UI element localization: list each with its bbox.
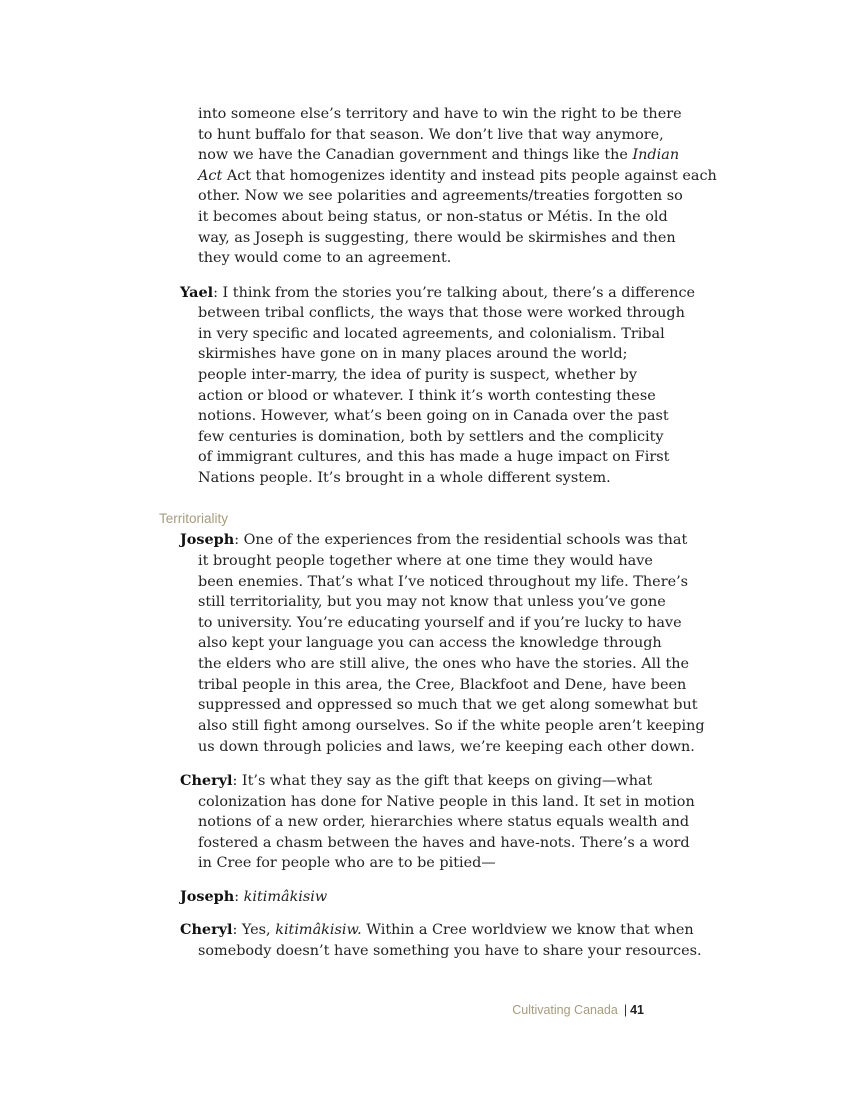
speaker-name: Joseph [180,531,235,548]
text-line: it brought people together where at one time they would have [198,553,653,569]
section-heading: Territoriality [159,511,229,526]
footer-separator: | [623,1003,628,1017]
text-line: it becomes about being status, or non-status or Métis. In the old [198,209,668,225]
text-line: in very specific and located agreements, and colonialism. Tribal [198,326,665,342]
text-line: people inter-marry, the idea of purity is suspect, whether by [198,367,637,383]
italic-title-indian: Indian [632,147,680,163]
text-line: few centuries is domination, both by settlers and the complicity [198,429,664,445]
text-line: the elders who are still alive, the ones who have the stories. All the [198,656,690,672]
text-line: Joseph: One of the experiences from the residential schools was that [180,531,688,548]
text-line: between tribal conflicts, the ways that those were worked through [198,305,685,321]
text-line: way, as Joseph is suggesting, there would be skirmishes and then [198,230,676,246]
text-line: Cheryl: It’s what they say as the gift that keeps on giving—what [180,772,653,789]
text-line: Nations people. It’s brought in a whole different system. [198,470,611,486]
cree-word: kitimâkisiw [243,889,328,905]
text-line: somebody doesn’t have something you have to share your resources. [198,943,702,959]
text-line: skirmishes have gone on in many places around the world; [198,346,628,362]
text-line: Act Act that homogenizes identity and instead pits people against each [198,168,717,184]
text-line: Joseph: kitimâkisiw [180,888,328,905]
speaker-name: Joseph [180,888,235,905]
page-footer [512,1003,644,1017]
text-line: also kept your language you can access the knowledge through [198,635,662,651]
speaker-name: Yael [180,284,214,301]
text-line: other. Now we see polarities and agreements/treaties forgotten so [198,188,683,204]
text-line: to university. You’re educating yourself and if you’re lucky to have [198,615,682,631]
text-line: Yael: I think from the stories you’re talking about, there’s a difference [180,284,696,301]
italic-title-act: Act [198,168,223,184]
text-line: fostered a chasm between the haves and have-nots. There’s a word [198,835,690,851]
text-line: in Cree for people who are to be pitied— [198,855,496,871]
page-number: 41 [630,1003,644,1017]
text-line: tribal people in this area, the Cree, Blackfoot and Dene, have been [198,677,687,693]
text-line: they would come to an agreement. [198,250,452,266]
text-line: still territoriality, but you may not know that unless you’ve gone [198,594,666,610]
text-line: to hunt buffalo for that season. We don’t live that way anymore, [198,127,664,143]
text-line: also still fight among ourselves. So if the white people aren’t keeping [198,718,705,734]
text-line: notions of a new order, hierarchies where status equals wealth and [198,814,690,830]
text-line: colonization has done for Native people in this land. It set in motion [198,794,695,810]
text-line: notions. However, what’s been going on in Canada over the past [198,408,669,424]
text-line: Cheryl: Yes, kitimâkisiw. Within a Cree worldview we know that when [180,921,694,938]
speaker-name: Cheryl [180,921,233,938]
text-line: of immigrant cultures, and this has made a huge impact on First [198,449,670,465]
text-line: action or blood or whatever. I think it’s worth contesting these [198,388,656,404]
running-title: Cultivating Canada [512,1003,618,1017]
text-line: us down through policies and laws, we’re keeping each other down. [198,739,695,755]
text-line: suppressed and oppressed so much that we get along somewhat but [198,697,698,713]
text-line: now we have the Canadian government and things like the Indian [198,147,680,163]
text-line: into someone else’s territory and have to win the right to be there [198,106,682,122]
text-line: been enemies. That’s what I’ve noticed throughout my life. There’s [198,574,689,590]
cree-word: kitimâkisiw. [275,922,362,938]
speaker-name: Cheryl [180,772,233,789]
